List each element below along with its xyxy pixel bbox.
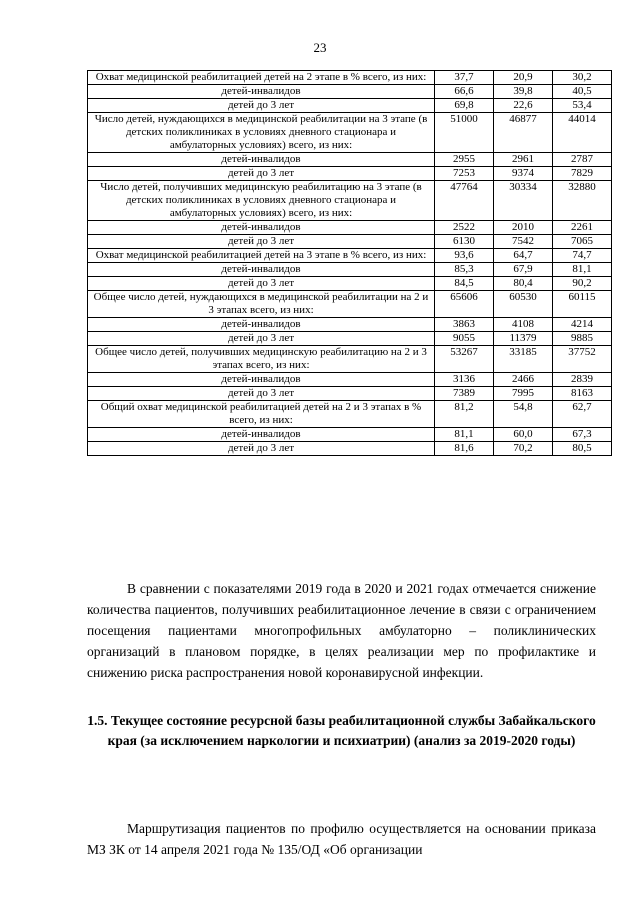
row-value-3: 62,7	[553, 401, 612, 428]
row-label: Число детей, получивших медицинскую реабилитацию на 3 этапе (в детских поликлиниках в условиях дневного стационара и амбулаторных условиях) всего, из них:	[88, 181, 435, 221]
row-value-3: 30,2	[553, 71, 612, 85]
row-value-1: 3136	[435, 373, 494, 387]
row-value-3: 2261	[553, 221, 612, 235]
row-value-2: 2961	[494, 153, 553, 167]
row-label: детей-инвалидов	[88, 373, 435, 387]
row-label: детей-инвалидов	[88, 318, 435, 332]
row-label: детей до 3 лет	[88, 277, 435, 291]
statistics-table	[87, 70, 612, 456]
table-row	[88, 291, 612, 318]
row-label: Общее число детей, получивших медицинскую реабилитацию на 2 и 3 этапах всего, из них:	[88, 346, 435, 373]
table-row	[88, 153, 612, 167]
row-label: Общее число детей, нуждающихся в медицинской реабилитации на 2 и 3 этапах всего, из них:	[88, 291, 435, 318]
table-row	[88, 221, 612, 235]
row-value-3: 8163	[553, 387, 612, 401]
row-label: детей-инвалидов	[88, 221, 435, 235]
row-value-3: 90,2	[553, 277, 612, 291]
table-row	[88, 346, 612, 373]
row-value-1: 93,6	[435, 249, 494, 263]
routing-paragraph: Маршрутизация пациентов по профилю осуществляется на основании приказа МЗ ЗК от 14 апреля 2021 года № 135/ОД «Об организации	[87, 821, 596, 857]
row-value-2: 4108	[494, 318, 553, 332]
table-row	[88, 442, 612, 456]
table-row	[88, 277, 612, 291]
row-value-3: 2787	[553, 153, 612, 167]
row-label: детей до 3 лет	[88, 167, 435, 181]
row-value-1: 66,6	[435, 85, 494, 99]
row-value-2: 2466	[494, 373, 553, 387]
row-value-1: 51000	[435, 113, 494, 153]
row-value-1: 6130	[435, 235, 494, 249]
row-value-3: 4214	[553, 318, 612, 332]
row-value-1: 81,6	[435, 442, 494, 456]
row-label: Общий охват медицинской реабилитацией детей на 2 и 3 этапах в % всего, из них:	[88, 401, 435, 428]
table-row	[88, 71, 612, 85]
row-value-3: 74,7	[553, 249, 612, 263]
row-value-3: 81,1	[553, 263, 612, 277]
table-row	[88, 428, 612, 442]
row-label: детей-инвалидов	[88, 263, 435, 277]
row-value-2: 80,4	[494, 277, 553, 291]
row-value-1: 53267	[435, 346, 494, 373]
row-label: детей до 3 лет	[88, 387, 435, 401]
row-value-2: 33185	[494, 346, 553, 373]
row-value-2: 2010	[494, 221, 553, 235]
row-label: Охват медицинской реабилитацией детей на 3 этапе в % всего, из них:	[88, 249, 435, 263]
row-value-3: 60115	[553, 291, 612, 318]
table-row	[88, 387, 612, 401]
row-value-2: 67,9	[494, 263, 553, 277]
row-value-1: 85,3	[435, 263, 494, 277]
table-row	[88, 181, 612, 221]
table-row	[88, 263, 612, 277]
row-value-2: 60,0	[494, 428, 553, 442]
row-value-3: 44014	[553, 113, 612, 153]
row-value-2: 7542	[494, 235, 553, 249]
row-label: детей-инвалидов	[88, 85, 435, 99]
row-label: Охват медицинской реабилитацией детей на 2 этапе в % всего, из них:	[88, 71, 435, 85]
row-value-1: 7389	[435, 387, 494, 401]
row-value-1: 69,8	[435, 99, 494, 113]
table-row	[88, 373, 612, 387]
row-value-1: 3863	[435, 318, 494, 332]
comparison-paragraph: В сравнении с показателями 2019 года в 2020 и 2021 годах отмечается снижение количества пациентов, получивших реабилитационное лечение в связи с ограничением посещения пациентами многопрофильных амбулаторно – поликлинических организаций в плановом порядке, в целях реализации мер по профилактике и снижению риска распространения новой коронавирусной инфекции.	[87, 581, 596, 680]
table-row	[88, 235, 612, 249]
row-value-3: 7829	[553, 167, 612, 181]
row-value-3: 9885	[553, 332, 612, 346]
row-value-2: 46877	[494, 113, 553, 153]
table-row	[88, 99, 612, 113]
table-row	[88, 167, 612, 181]
row-value-2: 7995	[494, 387, 553, 401]
row-value-3: 53,4	[553, 99, 612, 113]
row-value-2: 30334	[494, 181, 553, 221]
row-value-2: 20,9	[494, 71, 553, 85]
row-value-2: 70,2	[494, 442, 553, 456]
row-value-3: 7065	[553, 235, 612, 249]
row-value-1: 7253	[435, 167, 494, 181]
row-value-1: 2955	[435, 153, 494, 167]
row-value-1: 84,5	[435, 277, 494, 291]
row-value-2: 11379	[494, 332, 553, 346]
row-value-1: 65606	[435, 291, 494, 318]
row-value-2: 64,7	[494, 249, 553, 263]
row-label: детей до 3 лет	[88, 332, 435, 346]
row-label: детей до 3 лет	[88, 235, 435, 249]
section-heading: 1.5. Текущее состояние ресурсной базы реабилитационной службы Забайкальского края (за исключением наркологии и психиатрии) (анализ за 2019-2020 годы)	[87, 713, 596, 748]
row-value-3: 40,5	[553, 85, 612, 99]
table-row	[88, 318, 612, 332]
row-label: детей до 3 лет	[88, 442, 435, 456]
row-value-2: 22,6	[494, 99, 553, 113]
row-value-2: 39,8	[494, 85, 553, 99]
row-label: детей-инвалидов	[88, 428, 435, 442]
row-value-2: 9374	[494, 167, 553, 181]
table-row	[88, 85, 612, 99]
page-number: 23	[313, 40, 327, 55]
row-value-3: 32880	[553, 181, 612, 221]
row-value-3: 2839	[553, 373, 612, 387]
row-value-2: 60530	[494, 291, 553, 318]
row-value-1: 81,1	[435, 428, 494, 442]
row-label: детей до 3 лет	[88, 99, 435, 113]
table-row	[88, 113, 612, 153]
row-value-1: 37,7	[435, 71, 494, 85]
row-value-1: 47764	[435, 181, 494, 221]
row-value-3: 80,5	[553, 442, 612, 456]
row-value-1: 9055	[435, 332, 494, 346]
row-label: Число детей, нуждающихся в медицинской реабилитации на 3 этапе (в детских поликлиниках в условиях дневного стационара и амбулаторных условиях) всего, из них:	[88, 113, 435, 153]
table-row	[88, 332, 612, 346]
table-row	[88, 401, 612, 428]
row-value-1: 2522	[435, 221, 494, 235]
row-value-3: 37752	[553, 346, 612, 373]
table-row	[88, 249, 612, 263]
row-value-1: 81,2	[435, 401, 494, 428]
row-label: детей-инвалидов	[88, 153, 435, 167]
row-value-3: 67,3	[553, 428, 612, 442]
row-value-2: 54,8	[494, 401, 553, 428]
